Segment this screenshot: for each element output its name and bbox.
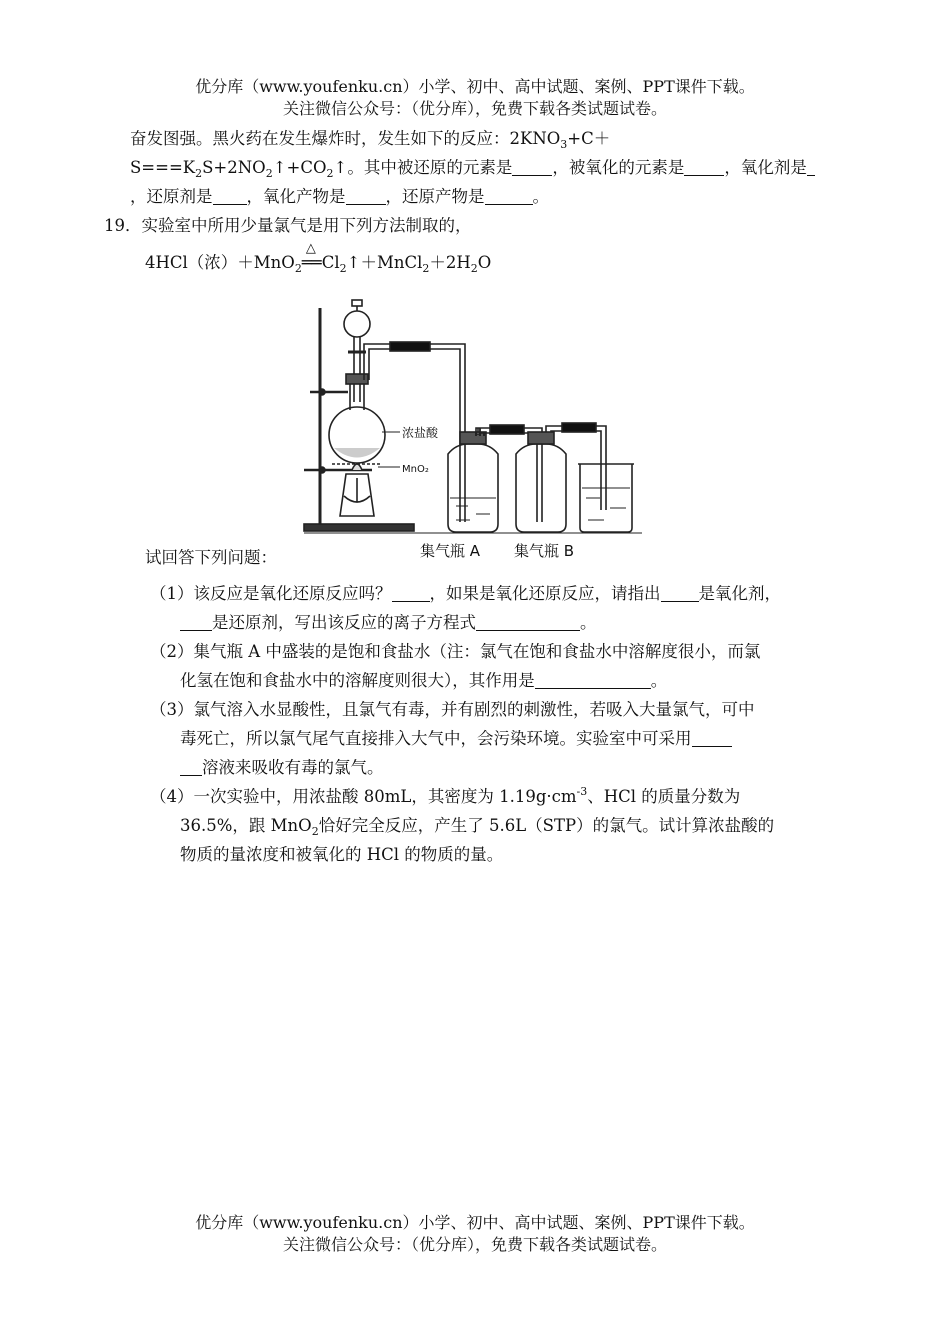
separatory-funnel <box>344 311 370 337</box>
q19-part-3-line-3: 溶液来吸收有毒的氯气。 <box>180 755 384 781</box>
q19-part-2-line-2: 化氢在饱和食盐水中的溶解度则很大），其作用是 。 <box>180 671 668 690</box>
rubber-tube <box>390 342 430 351</box>
page-header <box>0 76 950 120</box>
q19-part-3-line-1: （3）氯气溶入水显酸性，且氯气有毒，并有剧烈的刺激性，若吸入大量氯气，可中 <box>150 700 755 719</box>
q19-ask: 试回答下列问题： <box>145 548 277 567</box>
q19-part-2-line-1: （2）集气瓶 A 中盛装的是饱和食盐水（注：氯气在饱和食盐水中溶解度很小，而氯 <box>150 642 761 661</box>
footer-line-2: 关注微信公众号：（优分库），免费下载各类试题试卷。 <box>282 1235 667 1254</box>
answer-blank[interactable] <box>346 188 386 205</box>
answer-blank[interactable] <box>180 759 202 776</box>
q18-line-2: $S===K_2S+2NO_2↑+CO_2↑$。其中被还原的元素是 ，被氧化的元素是 ，氧化剂是 <box>130 155 815 181</box>
page-footer <box>0 1212 950 1256</box>
q19-part-4-line-3: 物质的量浓度和被氧化的 HCl 的物质的量。 <box>180 845 504 864</box>
answer-blank[interactable] <box>213 188 247 205</box>
answer-blank[interactable] <box>485 188 533 205</box>
label-bottle-a: 集气瓶 A <box>420 542 481 560</box>
label-mno2: MnO₂ <box>402 464 429 475</box>
label-concentrated-hcl: 浓盐酸 <box>402 426 439 440</box>
answer-blank[interactable] <box>392 585 430 602</box>
header-line-2: 关注微信公众号：（优分库），免费下载各类试题试卷。 <box>282 99 667 118</box>
label-bottle-b: 集气瓶 B <box>514 542 575 560</box>
answer-blank[interactable] <box>807 159 815 176</box>
gas-bottle-b <box>516 444 566 532</box>
q19-part-1-line-1: （1）该反应是氧化还原反应吗？ ，如果是氧化还原反应，请指出 是氧化剂， <box>150 584 781 603</box>
q19-part-4-line-1: （4）一次实验中，用浓盐酸 80mL，其密度为 $1.19g\cdot cm^{-3}$、HCl 的质量分数为 <box>150 785 741 806</box>
heat-delta-symbol: △ <box>305 241 316 256</box>
q19-stem: 19．实验室中所用少量氯气是用下列方法制取的， <box>104 216 472 235</box>
rubber-tube <box>562 423 596 432</box>
answer-blank[interactable] <box>692 730 732 747</box>
rubber-tube <box>490 425 524 434</box>
q18-line-1: 奋发图强。黑火药在发生爆炸时，发生如下的反应：$2KNO_3+C+$ <box>130 129 611 151</box>
chlorine-apparatus-figure <box>290 292 670 564</box>
q19-equation: 4HCl（浓）＋MnO$_2$ △ $══Cl_2↑+MnCl_2+2H_2O$ <box>145 250 491 276</box>
q19-part-1-line-2: 是还原剂，写出该反应的离子方程式 。 <box>180 610 597 636</box>
footer-line-1: 优分库（www.youfenku.cn）小学、初中、高中试题、案例、PPT课件下载。 <box>195 1213 755 1232</box>
stand-base <box>304 524 414 531</box>
answer-blank[interactable] <box>661 585 699 602</box>
answer-blank[interactable] <box>180 614 212 631</box>
question-number: 19． <box>104 216 142 235</box>
q19-part-4-line-2: 36.5%，跟 MnO$_2$恰好完全反应，产生了 5.6L（STP）的氯气。试计算浓盐酸的 <box>180 816 775 838</box>
answer-blank[interactable] <box>684 159 724 176</box>
answer-blank[interactable] <box>476 614 580 631</box>
answer-blank[interactable] <box>512 159 552 176</box>
q18-line-3: ，还原剂是 ，氧化产物是 ，还原产物是 。 <box>130 187 549 206</box>
q19-part-3-line-2: 毒死亡，所以氯气尾气直接排入大气中，会污染环境。实验室中可采用 <box>180 726 732 752</box>
answer-blank[interactable] <box>535 672 651 689</box>
gas-bottle-a <box>448 444 498 532</box>
header-line-1: 优分库（www.youfenku.cn）小学、初中、高中试题、案例、PPT课件下载。 <box>195 77 755 96</box>
